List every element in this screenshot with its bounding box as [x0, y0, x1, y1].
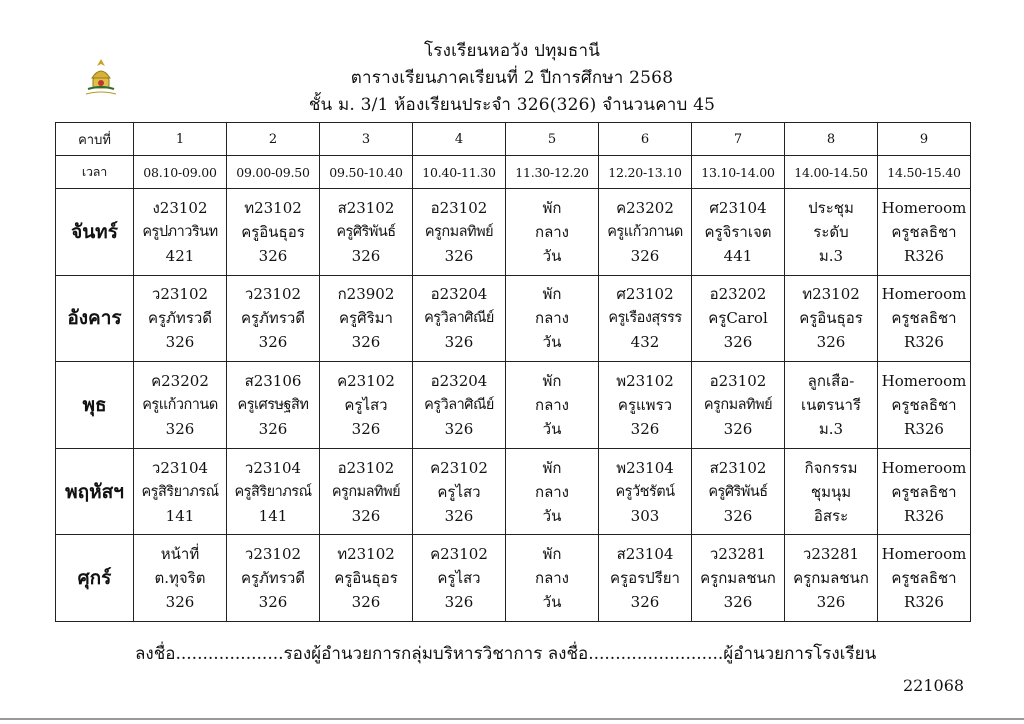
cell-line: ครูภัทรวดี: [147, 309, 213, 328]
cell-line: วัน: [542, 246, 562, 265]
cell-line: กลาง: [534, 482, 570, 501]
cell-line: กลาง: [534, 395, 570, 414]
schedule-cell: [506, 535, 599, 622]
cell-line: ครูศิริพันธ์: [708, 483, 768, 500]
cell-line: 326: [444, 246, 474, 265]
cell-line: อ23102: [337, 458, 395, 477]
cell-line: 326: [258, 246, 288, 265]
schedule-cell: [692, 189, 785, 276]
cell-line: 326: [816, 593, 846, 612]
day-row: [56, 535, 971, 622]
schedule-cell: [134, 448, 227, 535]
cell-line: พัก: [542, 198, 562, 217]
day-name: พุธ: [56, 362, 134, 449]
cell-line: ชุมนุม: [810, 482, 852, 501]
day-name: อังคาร: [56, 275, 134, 362]
schedule-cell: [878, 189, 971, 276]
day-row: [56, 362, 971, 449]
cell-line: ครูศิริพันธ์: [336, 223, 396, 240]
signature-line: ลงชื่อ....................รองผู้อำนวยการกลุ่มบริหารวิชาการ ลงชื่อ.........................ผู้อำนวยการโรงเรียน: [135, 644, 877, 664]
cell-line: วัน: [542, 419, 562, 438]
cell-line: พัก: [542, 545, 562, 564]
cell-line: อิสระ: [813, 506, 849, 525]
timetable: [55, 122, 971, 622]
cell-line: ครูวัชรัตน์: [615, 483, 675, 500]
time-slot: 10.40-11.30: [413, 156, 506, 189]
cell-line: 326: [444, 333, 474, 352]
period-number: 2: [227, 123, 320, 156]
cell-line: พัก: [542, 458, 562, 477]
cell-line: ครูเศรษฐสิท: [237, 396, 309, 413]
cell-line: Homeroom: [881, 198, 967, 217]
day-name: พฤหัสฯ: [56, 448, 134, 535]
schedule-cell: [785, 275, 878, 362]
cell-line: 326: [258, 419, 288, 438]
schedule-cell: [320, 189, 413, 276]
schedule-cell: [599, 362, 692, 449]
cell-line: ม.3: [818, 419, 844, 438]
cell-line: อ23204: [430, 285, 488, 304]
schedule-cell: [785, 362, 878, 449]
cell-line: R326: [904, 419, 944, 438]
cell-line: 141: [258, 506, 288, 525]
cell-line: ประชุม: [808, 198, 854, 217]
schedule-cell: [320, 275, 413, 362]
cell-line: ครูCarol: [708, 309, 768, 328]
cell-line: 326: [165, 419, 195, 438]
time-slot: 08.10-09.00: [134, 156, 227, 189]
day-name: ศุกร์: [56, 535, 134, 622]
cell-line: ครูชลธิชา: [891, 309, 957, 328]
cell-line: ครูชลธิชา: [891, 395, 957, 414]
period-number: 6: [599, 123, 692, 156]
period-number: 1: [134, 123, 227, 156]
cell-line: ครูวิลาศิณีย์: [424, 396, 494, 413]
term-title: ตารางเรียนภาคเรียนที่ 2 ปีการศึกษา 2568: [350, 68, 674, 88]
cell-line: ครูอรปรียา: [610, 569, 680, 588]
schedule-cell: [878, 448, 971, 535]
cell-line: ครูกมลทิพย์: [703, 396, 773, 413]
schedule-cell: [320, 448, 413, 535]
schedule-cell: [227, 448, 320, 535]
schedule-cell: [413, 362, 506, 449]
period-number: 9: [878, 123, 971, 156]
cell-line: พ23102: [616, 371, 674, 390]
cell-line: 326: [723, 333, 753, 352]
cell-line: ครูกมลชนก: [700, 569, 776, 588]
schedule-cell: [413, 189, 506, 276]
cell-line: Homeroom: [881, 545, 967, 564]
cell-line: ครูกมลทิพย์: [331, 483, 401, 500]
cell-line: อ23102: [709, 371, 767, 390]
schedule-cell: [134, 189, 227, 276]
cell-line: ครูอินธุอร: [334, 569, 398, 588]
time-slot: 14.50-15.40: [878, 156, 971, 189]
cell-line: R326: [904, 333, 944, 352]
time-slot: 11.30-12.20: [506, 156, 599, 189]
schedule-cell: [227, 275, 320, 362]
cell-line: ครูสิริยาภรณ์: [141, 483, 219, 500]
schedule-cell: [320, 535, 413, 622]
cell-line: ว23104: [244, 458, 302, 477]
cell-line: 326: [351, 593, 381, 612]
cell-line: Homeroom: [881, 285, 967, 304]
schedule-cell: [320, 362, 413, 449]
cell-line: ค23102: [430, 545, 488, 564]
cell-line: 141: [165, 506, 195, 525]
time-row: [56, 156, 971, 189]
schedule-cell: [227, 535, 320, 622]
schedule-cell: [506, 362, 599, 449]
cell-line: 326: [165, 333, 195, 352]
cell-line: ครูชลธิชา: [891, 222, 957, 241]
schedule-cell: [506, 448, 599, 535]
cell-line: พ23104: [616, 458, 674, 477]
cell-line: กลาง: [534, 222, 570, 241]
cell-line: ครูกมลทิพย์: [424, 223, 494, 240]
cell-line: อ23204: [430, 371, 488, 390]
schedule-cell: [227, 189, 320, 276]
cell-line: 326: [816, 333, 846, 352]
cell-line: ต.ทุจริต: [154, 569, 206, 588]
cell-line: ค23102: [430, 458, 488, 477]
cell-line: ว23102: [244, 545, 302, 564]
cell-line: 326: [630, 246, 660, 265]
schedule-cell: [599, 189, 692, 276]
cell-line: 441: [723, 246, 753, 265]
cell-line: ว23104: [151, 458, 209, 477]
cell-line: Homeroom: [881, 371, 967, 390]
schedule-cell: [506, 189, 599, 276]
header: [0, 38, 1024, 119]
cell-line: 326: [258, 593, 288, 612]
schedule-cell: [785, 189, 878, 276]
cell-line: ค23202: [616, 198, 674, 217]
schedule-cell: [692, 362, 785, 449]
cell-line: วัน: [542, 333, 562, 352]
cell-line: ครูแก้วกานด: [142, 396, 218, 413]
schedule-cell: [785, 448, 878, 535]
cell-line: ส23102: [337, 198, 395, 217]
cell-line: วัน: [542, 593, 562, 612]
cell-line: ส23106: [244, 371, 302, 390]
cell-line: ครูกมลชนก: [793, 569, 869, 588]
schedule-cell: [599, 448, 692, 535]
school-name: โรงเรียนหอวัง ปทุมธานี: [423, 41, 601, 61]
cell-line: ศ23102: [616, 285, 674, 304]
cell-line: ว23281: [709, 545, 767, 564]
cell-line: หน้าที่: [160, 545, 200, 564]
cell-line: วัน: [542, 506, 562, 525]
cell-line: ครูจิราเจต: [704, 222, 772, 241]
cell-line: อ23202: [709, 285, 767, 304]
cell-line: ศ23104: [709, 198, 767, 217]
schedule-cell: [878, 535, 971, 622]
schedule-cell: [506, 275, 599, 362]
cell-line: ระดับ: [813, 222, 849, 241]
cell-line: ส23102: [709, 458, 767, 477]
cell-line: ครูภัทรวดี: [240, 309, 306, 328]
cell-line: ลูกเสือ-: [807, 371, 855, 390]
schedule-cell: [413, 535, 506, 622]
cell-line: 326: [351, 506, 381, 525]
cell-line: ก23902: [337, 285, 395, 304]
day-name: จันทร์: [56, 189, 134, 276]
schedule-cell: [692, 448, 785, 535]
time-slot: 09.00-09.50: [227, 156, 320, 189]
schedule-cell: [134, 535, 227, 622]
cell-line: 326: [723, 506, 753, 525]
cell-line: ครูเรืองสุรรร: [608, 310, 682, 327]
cell-line: ครูอินธุอร: [241, 222, 305, 241]
cell-line: ครูไสว: [437, 482, 481, 501]
cell-line: ครูไสว: [437, 569, 481, 588]
period-number: 8: [785, 123, 878, 156]
cell-line: 326: [351, 333, 381, 352]
cell-line: ครูวิลาศิณีย์: [424, 310, 494, 327]
time-label: เวลา: [56, 156, 134, 189]
schedule-cell: [413, 275, 506, 362]
cell-line: 326: [444, 593, 474, 612]
schedule-cell: [227, 362, 320, 449]
schedule-cell: [878, 362, 971, 449]
cell-line: กิจกรรม: [804, 458, 858, 477]
page-divider: [0, 718, 1024, 720]
cell-line: ครูชลธิชา: [891, 482, 957, 501]
cell-line: ท23102: [244, 198, 302, 217]
cell-line: กลาง: [534, 309, 570, 328]
document-code: 221068: [903, 676, 965, 695]
cell-line: ว23281: [802, 545, 860, 564]
cell-line: ครูชลธิชา: [891, 569, 957, 588]
schedule-cell: [692, 535, 785, 622]
cell-line: 326: [723, 419, 753, 438]
cell-line: R326: [904, 246, 944, 265]
day-row: [56, 448, 971, 535]
period-number: 3: [320, 123, 413, 156]
cell-line: ส23104: [616, 545, 674, 564]
period-header-row: [56, 123, 971, 156]
period-number: 4: [413, 123, 506, 156]
cell-line: ครูปภาวรินท: [142, 223, 218, 240]
time-slot: 13.10-14.00: [692, 156, 785, 189]
time-slot: 12.20-13.10: [599, 156, 692, 189]
cell-line: 326: [723, 593, 753, 612]
period-number: 7: [692, 123, 785, 156]
schedule-cell: [134, 275, 227, 362]
period-number: 5: [506, 123, 599, 156]
cell-line: เนตรนารี: [801, 395, 861, 414]
cell-line: 326: [351, 419, 381, 438]
cell-line: กลาง: [534, 569, 570, 588]
cell-line: 326: [351, 246, 381, 265]
cell-line: ว23102: [244, 285, 302, 304]
day-row: [56, 189, 971, 276]
cell-line: ครูอินธุอร: [799, 309, 863, 328]
cell-line: 421: [165, 246, 195, 265]
cell-line: R326: [904, 506, 944, 525]
cell-line: ว23102: [151, 285, 209, 304]
cell-line: อ23102: [430, 198, 488, 217]
schedule-cell: [413, 448, 506, 535]
cell-line: พัก: [542, 371, 562, 390]
schedule-cell: [599, 275, 692, 362]
cell-line: 326: [444, 419, 474, 438]
schedule-cell: [785, 535, 878, 622]
cell-line: R326: [904, 593, 944, 612]
cell-line: 432: [630, 333, 660, 352]
cell-line: ง23102: [152, 198, 208, 217]
cell-line: ครูสิริยาภรณ์: [234, 483, 312, 500]
cell-line: ครูศิริมา: [339, 309, 393, 328]
cell-line: 326: [258, 333, 288, 352]
time-slot: 09.50-10.40: [320, 156, 413, 189]
cell-line: ท23102: [802, 285, 860, 304]
day-row: [56, 275, 971, 362]
cell-line: 326: [630, 419, 660, 438]
cell-line: ครูไสว: [344, 395, 388, 414]
cell-line: ครูภัทรวดี: [240, 569, 306, 588]
cell-line: ม.3: [818, 246, 844, 265]
cell-line: 303: [630, 506, 660, 525]
cell-line: Homeroom: [881, 458, 967, 477]
cell-line: ค23102: [337, 371, 395, 390]
period-label: คาบที่: [56, 123, 134, 156]
cell-line: พัก: [542, 285, 562, 304]
cell-line: ครูแก้วกานด: [607, 223, 683, 240]
schedule-cell: [878, 275, 971, 362]
cell-line: ค23202: [151, 371, 209, 390]
schedule-cell: [599, 535, 692, 622]
cell-line: 326: [165, 593, 195, 612]
time-slot: 14.00-14.50: [785, 156, 878, 189]
schedule-cell: [134, 362, 227, 449]
cell-line: 326: [444, 506, 474, 525]
cell-line: 326: [630, 593, 660, 612]
class-info: ชั้น ม. 3/1 ห้องเรียนประจำ 326(326) จำนวนคาบ 45: [308, 95, 716, 115]
schedule-cell: [692, 275, 785, 362]
cell-line: ท23102: [337, 545, 395, 564]
cell-line: ครูแพรว: [617, 395, 673, 414]
